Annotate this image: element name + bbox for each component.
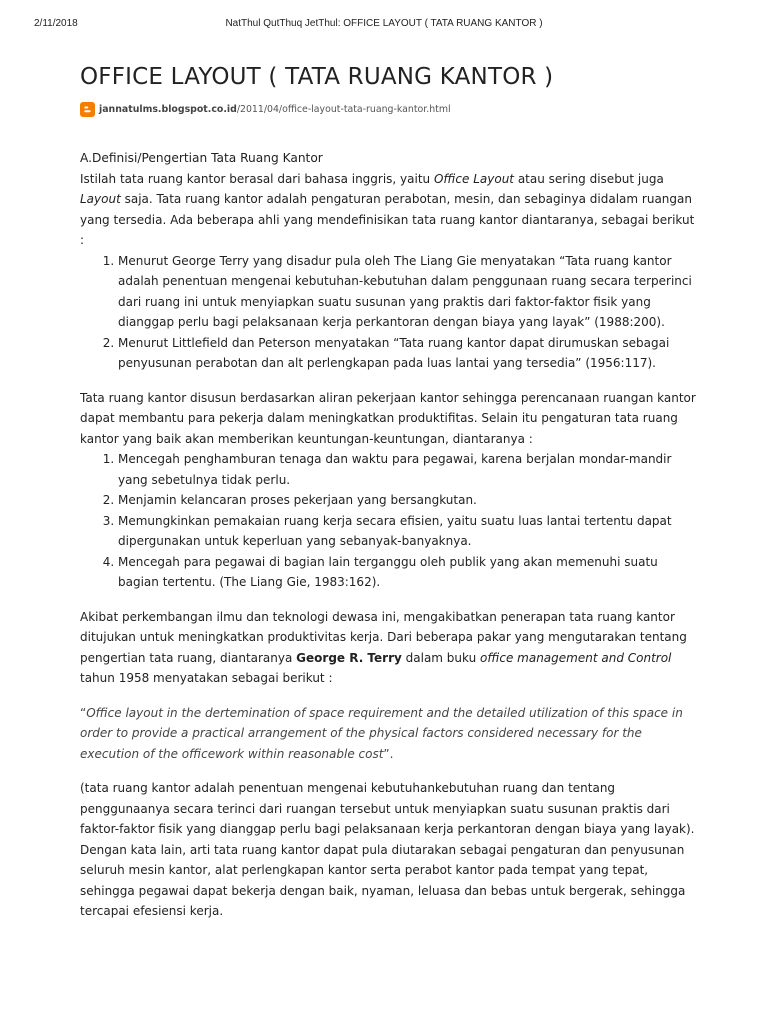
benefit-item: 3. Memungkinkan pemakaian ruang kerja secara efisien, yaitu suatu luas lantai tertentu dapat dipergunakan untuk keperluan yang sebanyak-banyaknya. bbox=[118, 511, 700, 552]
author-name: George R. Terry bbox=[296, 650, 402, 665]
benefit-item: 1. Mencegah penghamburan tenaga dan waktu para pegawai, karena berjalan mondar-mandir yang sebetulnya tidak perlu. bbox=[118, 449, 700, 490]
benefit-item: 2. Menjamin kelancaran proses pekerjaan yang bersangkutan. bbox=[118, 490, 700, 511]
source-row bbox=[80, 101, 700, 117]
article-title: OFFICE LAYOUT ( TATA RUANG KANTOR ) bbox=[80, 64, 554, 90]
intro-term-layout: Layout bbox=[80, 192, 121, 206]
article-body bbox=[80, 148, 700, 922]
source-path: /2011/04/office-layout-tata-ruang-kantor.html bbox=[236, 103, 451, 115]
conclusion-paragraph: Dengan kata lain, arti tata ruang kantor dapat pula diutarakan sebagai pengaturan dan penyusunan seluruh mesin kantor, alat perlengkapan kantor serta perabot kantor pada tempat yang tepat, sehingga pegawai dapat bekerja dengan baik, nyaman, leluasa dan bebas untuk bergerak, sehingga tercapai efesiensi kerja. bbox=[80, 842, 686, 918]
terry-quote bbox=[80, 703, 700, 765]
translation-paragraph: (tata ruang kantor adalah penentuan mengenai kebutuhankebutuhan ruang dan tentang penggunaanya secara terinci dari ruangan tersebut untuk menyiapkan suatu susunan praktis dari faktor-faktor fisik yang dianggap perlu bagi pelaksanaan kerja perkantoran dengan biaya yang layak). bbox=[80, 781, 695, 836]
intro-term-office-layout: Office Layout bbox=[433, 171, 515, 186]
definition-item: 2. Menurut Littlefield dan Peterson menyatakan “Tata ruang kantor dapat dirumuskan sebagai penyusunan perabotan dan alt perlengkapan pada luas lantai yang tersedia” (1956:117). bbox=[118, 333, 700, 374]
quote-text: Office layout in the dertemination of space requirement and the detailed utilization of this space in order to provide a practical arrangement of the physical factors considered necessary for the execution of the officework within reasonable cost bbox=[80, 705, 683, 761]
terry-paragraph bbox=[80, 607, 700, 689]
intro-text-2: atau sering disebut juga bbox=[514, 171, 664, 186]
intro-paragraph bbox=[80, 169, 700, 251]
terry-text-2: dalam buku bbox=[401, 650, 481, 665]
source-link[interactable] bbox=[99, 104, 451, 115]
book-title: office management and Control bbox=[480, 650, 672, 665]
terry-text-1: Akibat perkembangan ilmu dan teknologi dewasa ini, mengakibatkan penerapan tata ruang kantor ditujukan untuk meningkatkan produktivitas kerja. Dari beberapa pakar yang mengutarakan tentang pengertian tata ruang, diantaranya bbox=[80, 609, 687, 665]
benefits-intro-paragraph: Tata ruang kantor disusun berdasarkan aliran pekerjaan kantor sehingga perencanaan ruangan kantor dapat membantu para pekerja dalam meningkatkan produktifitas. Selain itu pengaturan tata ruang kantor yang baik akan memberikan keuntungan-keuntungan, diantaranya : bbox=[80, 390, 696, 446]
source-domain: jannatulms.blogspot.co.id bbox=[99, 103, 237, 115]
print-date: 2/11/2018 bbox=[34, 18, 78, 29]
benefits-list bbox=[80, 449, 700, 593]
intro-text-1: Istilah tata ruang kantor berasal dari bahasa inggris, yaitu bbox=[80, 171, 434, 186]
definitions-list bbox=[80, 251, 700, 374]
terry-text-3: tahun 1958 menyatakan sebagai berikut : bbox=[80, 671, 333, 685]
section-heading: A.Definisi/Pengertian Tata Ruang Kantor bbox=[80, 151, 323, 165]
benefit-item: 4. Mencegah para pegawai di bagian lain terganggu oleh publik yang akan memenuhi suatu bagian tertentu. (The Liang Gie, 1983:162). bbox=[118, 552, 700, 593]
print-page-title: NatThul QutThuq JetThul: OFFICE LAYOUT ( TATA RUANG KANTOR ) bbox=[225, 18, 543, 29]
article-container bbox=[80, 60, 700, 922]
quote-close-mark: ”. bbox=[383, 746, 394, 761]
blogger-icon bbox=[80, 102, 95, 117]
definition-item: 1. Menurut George Terry yang disadur pula oleh The Liang Gie menyatakan “Tata ruang kantor adalah penentuan mengenai kebutuhan-kebutuhan dalam penggunaan ruang secara terperinci dari ruang ini untuk menyiapkan suatu susunan yang praktis dari faktor-faktor fisik yang dianggap perlu bagi pelaksanaan kerja perkantoran dengan biaya yang layak” (1988:200). bbox=[118, 251, 700, 333]
quote-open-mark: “ bbox=[80, 705, 87, 720]
print-header bbox=[0, 18, 768, 32]
intro-text-3: saja. Tata ruang kantor adalah pengaturan perabotan, mesin, dan sebaginya didalam ruangan yang tersedia. Ada beberapa ahli yang mendefinisikan tata ruang kantor diantaranya, sebagai berikut : bbox=[80, 192, 695, 247]
